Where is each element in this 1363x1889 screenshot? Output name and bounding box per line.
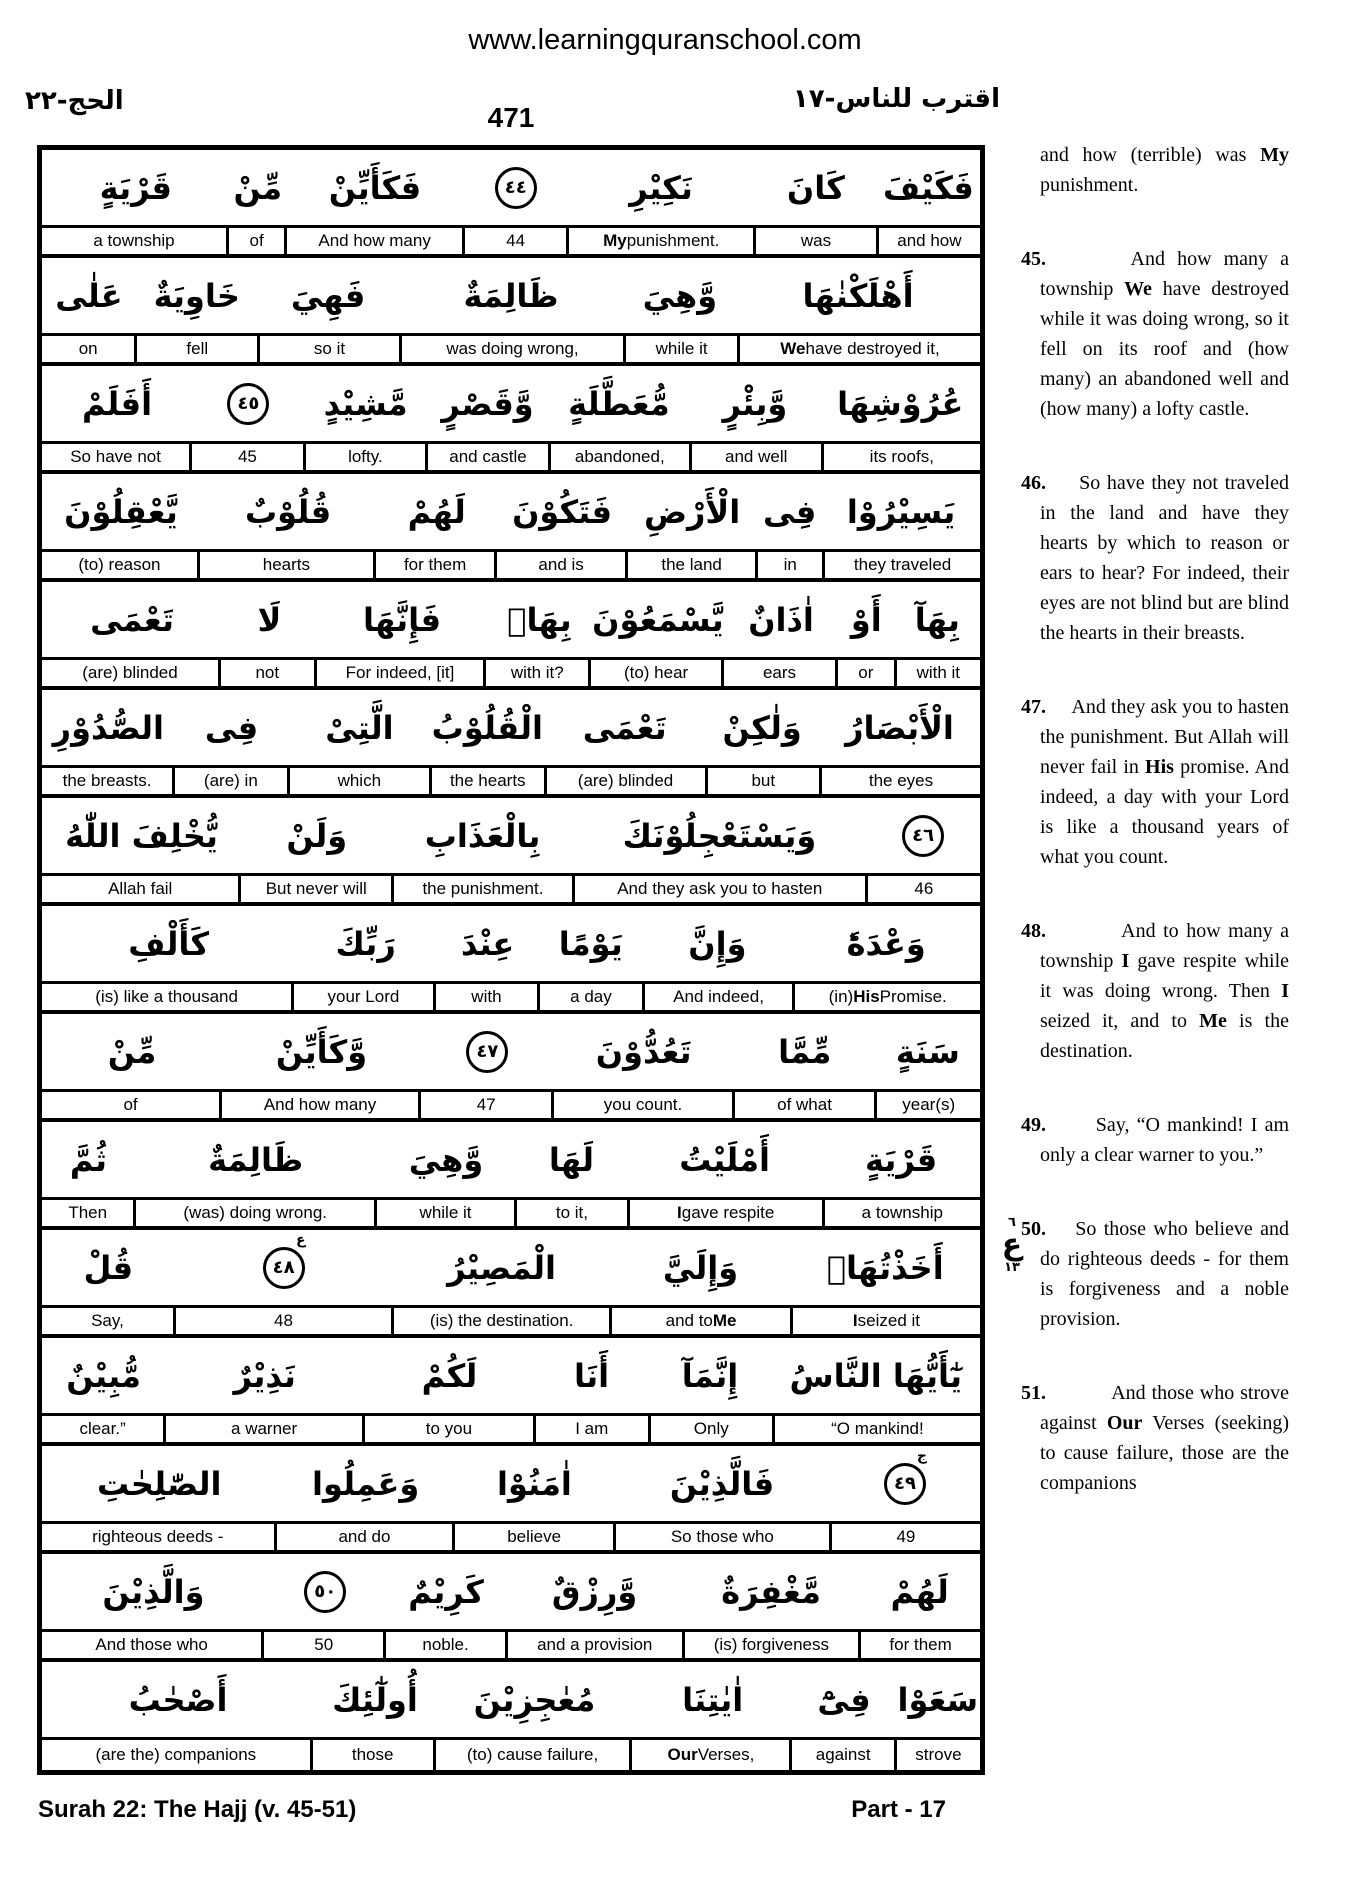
arabic-word: كَانَ	[786, 168, 845, 207]
word-meaning-cell: its roofs,	[869, 447, 934, 466]
word-meaning-cell: Our Verses,	[632, 1740, 792, 1770]
arabic-word: ثُمَّ	[69, 1140, 107, 1179]
word-meaning-cell: so it	[260, 336, 401, 362]
verse-number-circle: ٤٥	[227, 383, 269, 425]
arabic-word: فِى	[762, 492, 817, 531]
word-meaning-cell: hearts	[200, 552, 376, 578]
arabic-word: فَالَّذِيْنَ	[669, 1464, 775, 1503]
word-meaning-cell: We have destroyed it,	[780, 339, 940, 358]
arabic-word: فَكَيْفَ	[883, 168, 974, 207]
word-meaning-cell: 47	[421, 1092, 555, 1118]
word-meaning-cell: against	[792, 1740, 897, 1770]
arabic-word: عَلٰى	[55, 276, 123, 315]
word-meaning-cell: righteous deeds -	[42, 1524, 277, 1550]
arabic-word: أُولٰٓئِكَ	[332, 1680, 418, 1719]
translation-paragraph: 49. Say, “O mankind! I am only a clear warner to you.”	[1021, 1114, 1289, 1166]
word-meaning-cell: the eyes	[868, 771, 934, 790]
word-meaning-cell: (was) doing wrong.	[136, 1200, 377, 1226]
word-meaning-cell: with it?	[486, 660, 591, 686]
word-meaning-cell: or	[838, 660, 897, 686]
arabic-verse-row	[42, 258, 980, 333]
arabic-word: الَّتِىْ	[325, 708, 394, 747]
arabic-word: تَعُدُّوْنَ	[595, 1032, 692, 1071]
arabic-word: وَّهِيَ	[408, 1140, 484, 1179]
word-meaning-cell: 46	[914, 879, 934, 898]
arabic-word: يَّسْمَعُوْنَ	[592, 600, 724, 639]
word-meaning-cell: while it	[626, 336, 740, 362]
english-meaning-row	[42, 441, 980, 474]
word-meaning-cell: not	[221, 660, 317, 686]
word-meaning-cell: a warner	[166, 1416, 365, 1442]
word-meaning-cell: noble.	[386, 1632, 508, 1658]
arabic-word: اٰذَانٌ	[748, 600, 814, 639]
arabic-word: لَهُمْ	[407, 492, 466, 531]
word-meaning-cell: 48	[176, 1308, 394, 1334]
word-meaning-cell: abandoned,	[551, 444, 692, 470]
arabic-verse-row	[42, 1338, 980, 1413]
arabic-word: رَبِّكَ	[335, 924, 396, 963]
arabic-word: إِنَّمَآ	[681, 1356, 739, 1395]
arabic-word: فَإِنَّهَا	[362, 600, 442, 639]
verse-number-cell	[830, 1447, 980, 1505]
arabic-word: وَإِنَّ	[688, 924, 747, 963]
word-meaning-cell: For indeed, [it]	[317, 660, 487, 686]
word-meaning-cell: and how	[897, 231, 962, 250]
word-meaning-cell: was	[756, 228, 879, 254]
word-meaning-cell: I am	[536, 1416, 651, 1442]
word-meaning-cell: Only	[651, 1416, 775, 1442]
word-meaning-cell: (is) forgiveness	[685, 1632, 862, 1658]
arabic-word: الْقُلُوْبُ	[431, 708, 543, 747]
website-header: www.learningquranschool.com	[468, 24, 862, 56]
arabic-word: اٰمَنُوْا	[497, 1464, 572, 1503]
translation-paragraph: 46. So have they not traveled in the land and have they hearts by which to reason or ears to hear? For indeed, their eyes are not blind but are blind the hearts in their breasts.	[1021, 472, 1289, 644]
word-meaning-cell: on	[42, 336, 137, 362]
pause-mark: ج	[916, 1447, 927, 1464]
arabic-word: وَلٰكِنْ	[722, 708, 802, 747]
verse-number-label: 47.	[1021, 696, 1046, 718]
word-meaning-cell: you count.	[554, 1092, 734, 1118]
arabic-word: قَرْيَةٍ	[99, 168, 172, 207]
word-meaning-cell: 49	[896, 1527, 916, 1546]
word-meaning-cell: I gave respite	[630, 1200, 825, 1226]
verse-number-circle: ٤٨ ع	[263, 1247, 305, 1289]
word-meaning-cell: and a provision	[508, 1632, 685, 1658]
arabic-word: لَهَا	[548, 1140, 594, 1179]
arabic-word: عُرُوْشِهَا	[837, 384, 964, 423]
word-meaning-cell: with it	[916, 663, 961, 682]
arabic-word: وَالَّذِيْنَ	[102, 1572, 205, 1611]
arabic-word: خَاوِيَةٌ	[153, 276, 240, 315]
word-meaning-cell: to it,	[517, 1200, 630, 1226]
arabic-word: نَكِيْرِ	[629, 168, 693, 207]
word-meaning-cell: 44	[465, 228, 569, 254]
arabic-word: فَتَكُوْنَ	[512, 492, 613, 531]
word-meaning-cell: for them	[889, 1635, 952, 1654]
arabic-verse-row	[42, 1662, 980, 1737]
translation-paragraph: 51. And those who strove against Our Verses (seeking) to cause failure, those are the companions	[1021, 1382, 1289, 1494]
verse-number-cell	[866, 815, 980, 857]
word-meaning-cell: (is) the destination.	[394, 1308, 612, 1334]
arabic-word: وَّرِزْقٌ	[551, 1572, 638, 1611]
english-meaning-row	[42, 225, 980, 258]
arabic-word: وَعْدَهٗؕ	[846, 924, 926, 963]
arabic-word: مِّنْ	[107, 1032, 157, 1071]
verse-number-label: 46.	[1021, 472, 1046, 494]
word-meaning-cell: strove	[915, 1745, 962, 1764]
arabic-word: وَلَنْ	[286, 816, 348, 855]
arabic-word: مُّبِيْنٌ	[66, 1356, 141, 1395]
arabic-word: مَّغْفِرَةٌ	[721, 1572, 821, 1611]
arabic-word: سَعَوْا	[897, 1680, 979, 1719]
arabic-word: وَّقَصْرٍ	[441, 384, 534, 423]
arabic-word: اٰيٰتِنَا	[682, 1680, 744, 1719]
english-meaning-row	[42, 549, 980, 582]
arabic-word: أَفَلَمْ	[82, 384, 153, 423]
arabic-verse-row	[42, 1446, 980, 1521]
arabic-word: ظَالِمَةٌ	[463, 276, 559, 315]
arabic-word: فَهِيَ	[290, 276, 366, 315]
verse-number-circle: ٥٠	[304, 1571, 346, 1613]
arabic-word: مُعٰجِزِيْنَ	[473, 1680, 596, 1719]
verse-number-circle: ٤٩ ج	[884, 1463, 926, 1505]
word-meaning-cell: a township	[42, 228, 229, 254]
word-meaning-cell: those	[313, 1740, 436, 1770]
arabic-verse-row	[42, 582, 980, 657]
arabic-word: لَكُمْ	[421, 1356, 478, 1395]
arabic-verse-row	[42, 1122, 980, 1197]
pause-mark: ع	[296, 1231, 306, 1248]
verse-number-cell	[464, 167, 567, 209]
word-meaning-cell: And those who	[42, 1632, 264, 1658]
english-meaning-row	[42, 1737, 980, 1770]
arabic-verse-row	[42, 690, 980, 765]
word-meaning-cell: of	[229, 228, 287, 254]
verse-number-cell	[265, 1571, 386, 1613]
word-meaning-cell: the punishment.	[394, 876, 575, 902]
english-meaning-row	[42, 765, 980, 798]
word-meaning-cell: of	[42, 1092, 222, 1118]
translation-column	[1021, 140, 1289, 1542]
word-meaning-cell: and to Me	[612, 1308, 793, 1334]
translation-paragraph: 50. So those who believe and do righteous deeds - for them is forgiveness and a noble provision.	[1021, 1218, 1289, 1330]
word-meaning-cell: (are) in	[175, 768, 290, 794]
verse-number-circle: ٤٦	[902, 815, 944, 857]
word-meaning-cell: but	[708, 768, 823, 794]
word-meaning-cell: (are) blinded	[547, 768, 708, 794]
arabic-word: الْمَصِيْرُ	[447, 1248, 556, 1287]
word-meaning-cell: the land	[628, 552, 759, 578]
word-meaning-cell: lofty.	[306, 444, 429, 470]
arabic-verse-row	[42, 1554, 980, 1629]
verse-number-cell	[175, 1231, 393, 1289]
word-meaning-cell: Say,	[42, 1308, 176, 1334]
arabic-verse-row	[42, 1230, 980, 1305]
translation-paragraph: 48. And to how many a township I gave respite while it was doing wrong. Then I seized it, and to Me is the destination.	[1021, 920, 1290, 1062]
arabic-word: لَهُمْ	[890, 1572, 949, 1611]
word-meaning-cell: a day	[540, 984, 645, 1010]
word-meaning-cell: (to) hear	[591, 660, 724, 686]
arabic-word: تَعْمَى	[582, 708, 667, 747]
translation-continuation: and how (terrible) was My punishment.	[1040, 144, 1289, 196]
arabic-word: كَأَلْفِ	[128, 924, 210, 963]
word-meaning-cell: ears	[724, 660, 838, 686]
translation-paragraph: 47. And they ask you to hasten the punishment. But Allah will never fail in His promise. And indeed, a day with your Lord is like a thousand years of what you count.	[1021, 696, 1290, 868]
word-meaning-cell: Then	[42, 1200, 136, 1226]
arabic-word: وَّبِئْرٍ	[722, 384, 788, 423]
arabic-verse-row	[42, 366, 980, 441]
arabic-word: وَيَسْتَعْجِلُوْنَكَ	[622, 816, 817, 855]
english-meaning-row	[42, 657, 980, 690]
word-meaning-cell: (to) cause failure,	[436, 1740, 633, 1770]
arabic-word: قُلُوْبٌ	[244, 492, 332, 531]
arabic-word: يَوْمًا	[558, 924, 623, 963]
arabic-word: الصُّدُوْرِ	[52, 708, 164, 747]
arabic-verse-row	[42, 798, 980, 873]
word-meaning-cell: and well	[692, 444, 824, 470]
word-meaning-cell: (is) like a thousand	[42, 984, 294, 1010]
verse-number-cell	[421, 1031, 554, 1073]
verse-number-circle: ٤٧	[466, 1031, 508, 1073]
word-meaning-cell: they traveled	[853, 555, 952, 574]
verse-number-label: 48.	[1021, 920, 1046, 942]
verse-number-label: 50.	[1021, 1218, 1046, 1240]
word-meaning-cell: “O mankind!	[831, 1419, 924, 1438]
word-meaning-cell: fell	[137, 336, 260, 362]
word-meaning-cell: the breasts.	[42, 768, 175, 794]
english-meaning-row	[42, 1521, 980, 1554]
word-meaning-cell: was doing wrong,	[402, 336, 627, 362]
word-meaning-cell: in	[758, 552, 825, 578]
word-meaning-cell: 50	[264, 1632, 386, 1658]
arabic-word: يٰٓأَيُّهَا النَّاسُ	[789, 1356, 963, 1395]
arabic-word: تَعْمَى	[90, 600, 174, 639]
english-meaning-row	[42, 1197, 980, 1230]
arabic-word: فَكَأَيِّنْ	[328, 168, 422, 207]
arabic-word: وَّكَأَيِّنْ	[275, 1032, 368, 1071]
arabic-word: كَرِيْمٌ	[408, 1572, 484, 1611]
arabic-word: بِهَاۚ	[507, 600, 572, 639]
word-meaning-cell: year(s)	[902, 1095, 956, 1114]
arabic-word: الْأَبْصَارُ	[845, 708, 954, 747]
footer-surah-info: Surah 22: The Hajj (v. 45-51)	[38, 1796, 357, 1823]
english-meaning-row	[42, 981, 980, 1014]
word-meaning-cell: So have not	[42, 444, 192, 470]
arabic-word: فِى	[204, 708, 259, 747]
verse-number-label: 49.	[1021, 1114, 1046, 1136]
arabic-word: أَهْلَكْنٰهَا	[802, 276, 914, 315]
arabic-word: بِالْعَذَابِ	[424, 816, 541, 855]
arabic-verse-row	[42, 150, 980, 225]
arabic-word: يُّخْلِفَ اللّٰهُ	[65, 816, 218, 855]
arabic-verse-row	[42, 906, 980, 981]
verse-number-cell	[192, 383, 305, 425]
word-meaning-cell: Allah fail	[42, 876, 241, 902]
word-meaning-cell: believe	[455, 1524, 615, 1550]
word-meaning-cell: and is	[497, 552, 628, 578]
arabic-word: وَعَمِلُوا	[311, 1464, 420, 1503]
english-meaning-row	[42, 873, 980, 906]
english-meaning-row	[42, 1305, 980, 1338]
english-meaning-row	[42, 1629, 980, 1662]
arabic-word: وَإِلَيَّ	[662, 1248, 739, 1287]
arabic-word: نَذِيْرٌ	[233, 1356, 296, 1395]
page-number: 471	[487, 102, 535, 133]
word-meaning-cell: But never will	[241, 876, 394, 902]
word-meaning-cell: while it	[377, 1200, 517, 1226]
word-meaning-cell: And they ask you to hasten	[575, 876, 868, 902]
arabic-word: وَّهِيَ	[642, 276, 718, 315]
arabic-word: أَنَا	[574, 1356, 610, 1395]
juz-name-arabic: اقترب للناس-١٧	[792, 84, 1000, 114]
arabic-word: مِّمَّا	[778, 1032, 832, 1071]
word-meaning-cell: (are the) companions	[42, 1740, 313, 1770]
word-meaning-cell: So those who	[616, 1524, 832, 1550]
arabic-word: مُّعَطَّلَةٍ	[568, 384, 670, 423]
arabic-verse-row	[42, 474, 980, 549]
word-meaning-cell: clear.”	[42, 1416, 166, 1442]
word-meaning-cell: the hearts	[432, 768, 547, 794]
arabic-word: الْأَرْضِ	[643, 492, 741, 531]
arabic-word: لَا	[257, 600, 282, 639]
arabic-word: بِهَآ	[914, 600, 960, 639]
word-meaning-cell: your Lord	[294, 984, 435, 1010]
verse-number-label: 51.	[1021, 1382, 1046, 1404]
word-meaning-cell: which	[290, 768, 432, 794]
word-meaning-cell: and castle	[428, 444, 551, 470]
word-meaning-cell: I seized it	[852, 1311, 921, 1330]
arabic-word: يَّعْقِلُوْنَ	[64, 492, 178, 531]
word-meaning-cell: to you	[365, 1416, 536, 1442]
ruku-number-bottom: ١٣	[1004, 1260, 1020, 1275]
arabic-word: ظَالِمَةٌ	[208, 1140, 304, 1179]
ruku-ain-letter: ع	[1001, 1227, 1023, 1262]
word-meaning-cell: (are) blinded	[42, 660, 221, 686]
arabic-verse-row	[42, 1014, 980, 1089]
arabic-word: الصّٰلِحٰتِ	[97, 1464, 222, 1503]
arabic-word: أَمْلَيْتُ	[679, 1140, 771, 1179]
word-meaning-cell: And how many	[287, 228, 465, 254]
arabic-word: فِىْٓ	[817, 1680, 871, 1719]
word-meaning-cell: with	[436, 984, 541, 1010]
arabic-word: عِنْدَ	[460, 924, 515, 963]
verse-number-circle: ٤٤	[495, 167, 537, 209]
word-meaning-cell: (to) reason	[42, 552, 200, 578]
word-meaning-cell: My punishment.	[569, 228, 756, 254]
word-meaning-cell: a township	[861, 1203, 943, 1222]
footer-part-info: Part - 17	[851, 1796, 946, 1823]
word-meaning-cell: And indeed,	[645, 984, 796, 1010]
word-meaning-cell: (in) His Promise.	[828, 987, 947, 1006]
word-meaning-cell: And how many	[222, 1092, 421, 1118]
arabic-word: يَسِيْرُوْا	[846, 492, 956, 531]
verse-number-label: 45.	[1021, 248, 1046, 270]
arabic-word: مَّشِيْدٍ	[323, 384, 408, 423]
arabic-word: أَصْحٰبُ	[128, 1680, 228, 1719]
word-meaning-cell: for them	[376, 552, 497, 578]
english-meaning-row	[42, 1089, 980, 1122]
arabic-word: أَخَذْتُهَاۚ	[826, 1248, 944, 1287]
arabic-word: سَنَةٍ	[895, 1032, 960, 1071]
translation-paragraph: 45. And how many a township We have destroyed while it was doing wrong, so it fell on its roof and (how many) an abandoned well and (how many) a lofty castle.	[1021, 248, 1290, 420]
arabic-word: مِّنْ	[233, 168, 283, 207]
word-by-word-table	[37, 145, 985, 1775]
ruku-number-top: ٦	[1008, 1215, 1016, 1230]
arabic-word: أَوْ	[850, 600, 882, 639]
arabic-word: قُلْ	[83, 1248, 134, 1287]
word-meaning-cell: 45	[192, 444, 305, 470]
word-meaning-cell: and do	[277, 1524, 456, 1550]
surah-name-arabic: الحج-٢٢	[25, 86, 124, 116]
english-meaning-row	[42, 1413, 980, 1446]
word-meaning-cell: of what	[735, 1092, 878, 1118]
arabic-word: قَرْيَةٍ	[864, 1140, 938, 1179]
english-meaning-row	[42, 333, 980, 366]
